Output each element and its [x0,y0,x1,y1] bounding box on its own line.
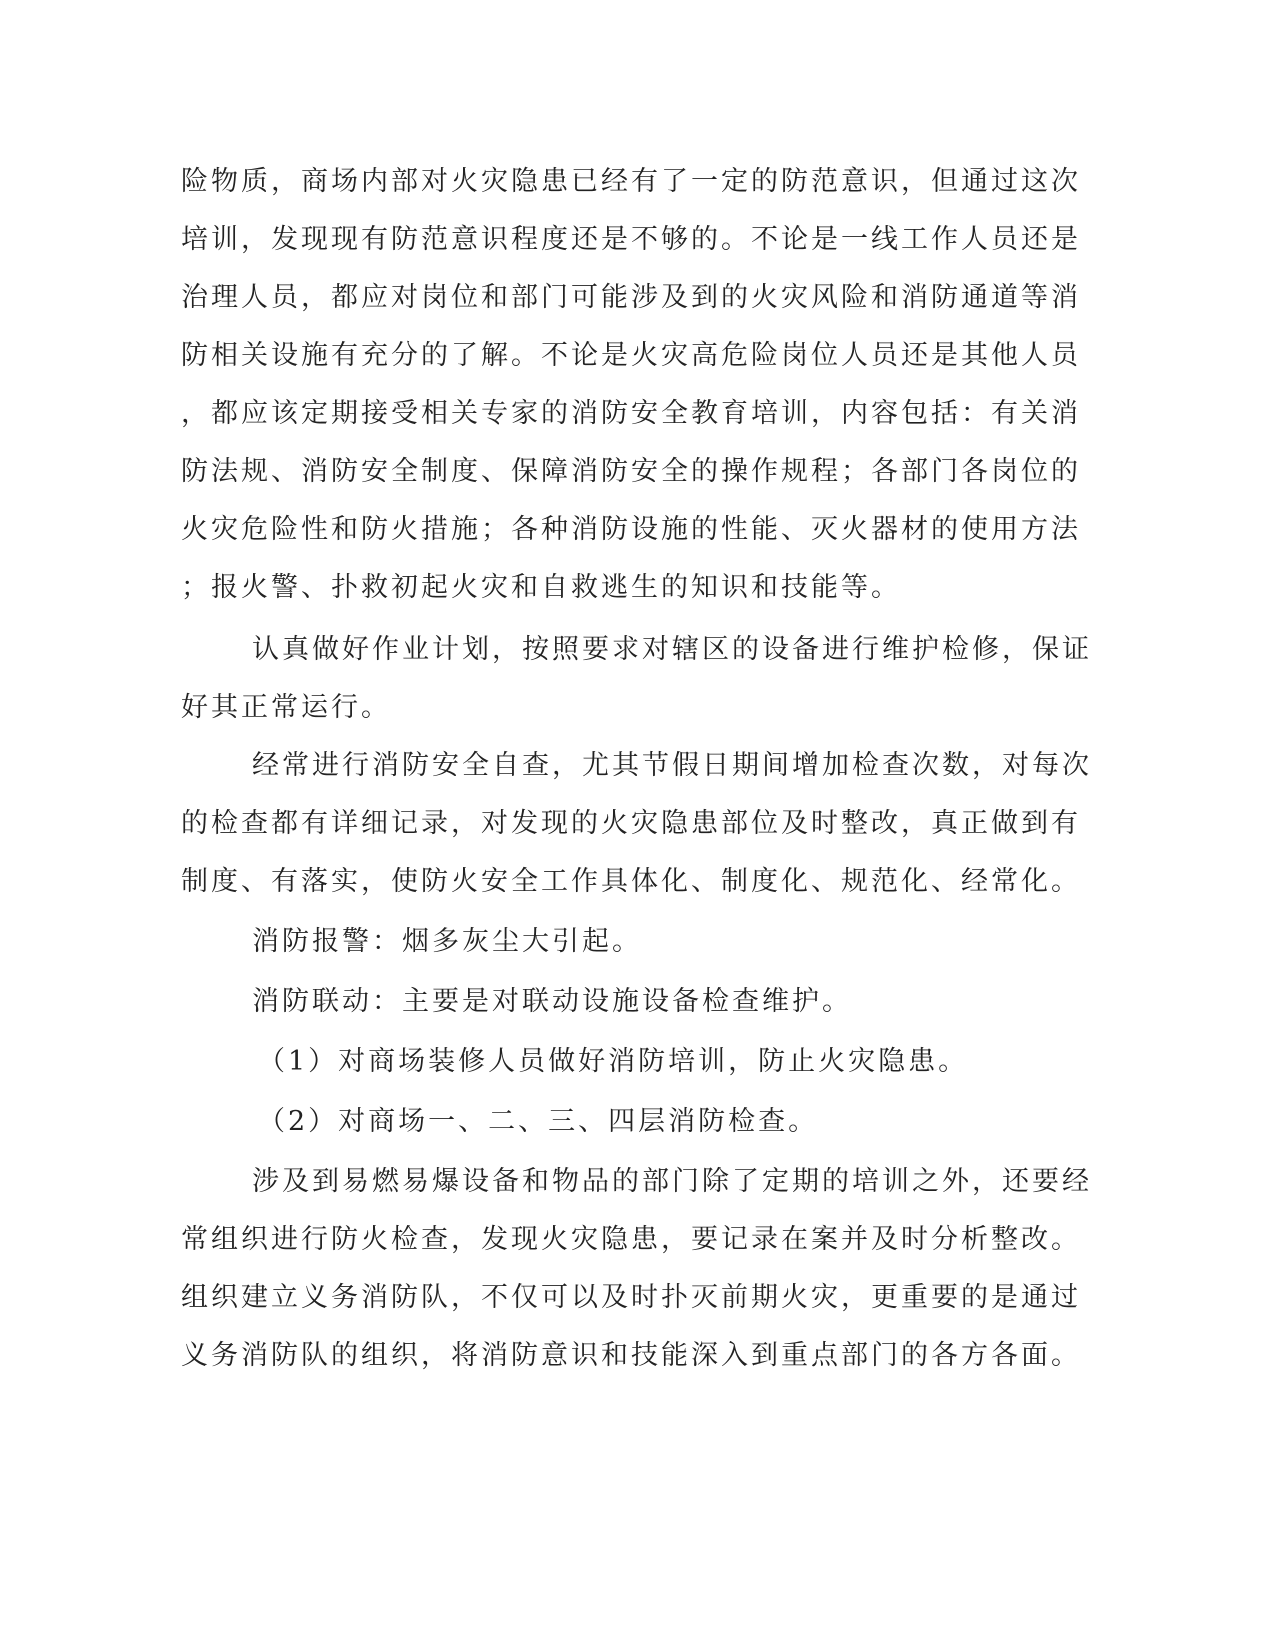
text-line: 常组织进行防火检查，发现火灾隐患，要记录在案并及时分析整改。 [181,1224,1081,1255]
list-item: （1）对商场装修人员做好消防培训，防止火灾隐患。 [258,1046,969,1077]
list-item: （2）对商场一、二、三、四层消防检查。 [258,1106,819,1137]
text-line: 制度、有落实，使防火安全工作具体化、制度化、规范化、经常化。 [181,866,1081,897]
text-line: 好其正常运行。 [181,692,391,723]
text-line: 防相关设施有充分的了解。不论是火灾高危险岗位人员还是其他人员 [181,340,1081,371]
text-line: ，都应该定期接受相关专家的消防安全教育培训，内容包括：有关消 [181,398,1081,429]
text-line: 的检查都有详细记录，对发现的火灾隐患部位及时整改，真正做到有 [181,808,1081,839]
text-line: 防法规、消防安全制度、保障消防安全的操作规程；各部门各岗位的 [181,456,1081,487]
text-line: 组织建立义务消防队，不仅可以及时扑灭前期火灾，更重要的是通过 [181,1282,1081,1313]
text-line: 义务消防队的组织，将消防意识和技能深入到重点部门的各方各面。 [181,1340,1081,1371]
text-line: 火灾危险性和防火措施；各种消防设施的性能、灭火器材的使用方法 [181,514,1081,545]
paragraph-first-line: 消防报警：烟多灰尘大引起。 [252,926,642,957]
text-line: ；报火警、扑救初起火灾和自救逃生的知识和技能等。 [181,572,901,603]
paragraph-first-line: 认真做好作业计划，按照要求对辖区的设备进行维护检修，保证 [252,634,1092,665]
paragraph-first-line: 经常进行消防安全自查，尤其节假日期间增加检查次数，对每次 [252,750,1092,781]
paragraph-first-line: 涉及到易燃易爆设备和物品的部门除了定期的培训之外，还要经 [252,1166,1092,1197]
text-line: 治理人员，都应对岗位和部门可能涉及到的火灾风险和消防通道等消 [181,282,1081,313]
text-line: 险物质，商场内部对火灾隐患已经有了一定的防范意识，但通过这次 [181,166,1081,197]
text-line: 培训，发现现有防范意识程度还是不够的。不论是一线工作人员还是 [181,224,1081,255]
paragraph-first-line: 消防联动：主要是对联动设施设备检查维护。 [252,986,852,1017]
